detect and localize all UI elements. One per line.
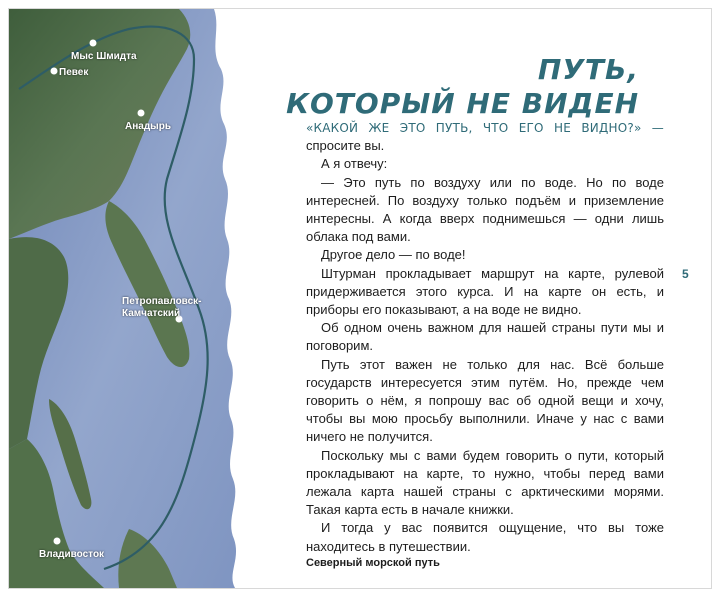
city-dot-anadyr xyxy=(138,110,145,117)
label-petropavlovsk-1: Петропавловск- xyxy=(122,296,202,307)
lead-caps: «КАКОЙ ЖЕ ЭТО ПУТЬ, ЧТО ЕГО НЕ ВИДНО?» — xyxy=(306,121,664,135)
paragraph: И тогда у вас появится ощущение, что вы тоже находитесь в путешествии. xyxy=(306,520,664,554)
lead-rest: спросите вы. xyxy=(306,138,385,154)
lead-paragraph xyxy=(306,119,664,155)
label-vladivostok: Владивосток xyxy=(39,549,105,560)
paragraph: Штурман прокладывает маршрут на карте, рулевой придерживается этого курса. И на карте он есть, и приборы его показывают, а на воде не видно. xyxy=(306,265,664,318)
city-dot-mys-shmidta xyxy=(90,40,97,47)
chapter-title-line1: ПУТЬ, xyxy=(537,53,639,86)
page-frame xyxy=(8,8,712,589)
paragraph: А я отвечу: xyxy=(321,156,388,172)
paragraph: Путь этот важен не только для нас. Всё больше государств интересуется этим путём. Но, прежде чем говорить о нём, я попрошу вас об одной вещи и хочу, чтобы вы мою просьбу выполнили. Иначе у нас с вами ничего не получится. xyxy=(306,356,664,445)
map-illustration xyxy=(9,9,259,588)
running-title: Северный морской путь xyxy=(306,557,440,569)
paragraph: Другое дело — по воде! xyxy=(321,247,466,263)
chapter-title-line2: КОТОРЫЙ НЕ ВИДЕН xyxy=(286,87,639,120)
label-pevek: Певек xyxy=(59,67,89,78)
paragraph: Об одном очень важном для нашей страны пути мы и поговорим. xyxy=(306,320,664,354)
label-petropavlovsk-2: Камчатский xyxy=(122,308,181,319)
label-mys-shmidta: Мыс Шмидта xyxy=(71,51,137,62)
city-dot-pevek xyxy=(51,68,58,75)
paragraph: — Это путь по воздуху или по воде. Но по воде интересней. По воздуху только подъём и приземление интересны. А когда вверх поднимешься — одни лишь облака под вами. xyxy=(306,174,664,245)
label-anadyr: Анадырь xyxy=(125,121,171,132)
chapter-title xyxy=(279,53,639,121)
city-dot-vladivostok xyxy=(54,538,61,545)
body-text xyxy=(306,119,664,556)
page-number: 5 xyxy=(682,267,689,281)
paragraph: Поскольку мы с вами будем говорить о пути, который прокладывают на карте, то нужно, чтобы перед вами лежала карта нашей страны с арктическими морями. Такая карта есть в начале книжки. xyxy=(306,447,664,518)
